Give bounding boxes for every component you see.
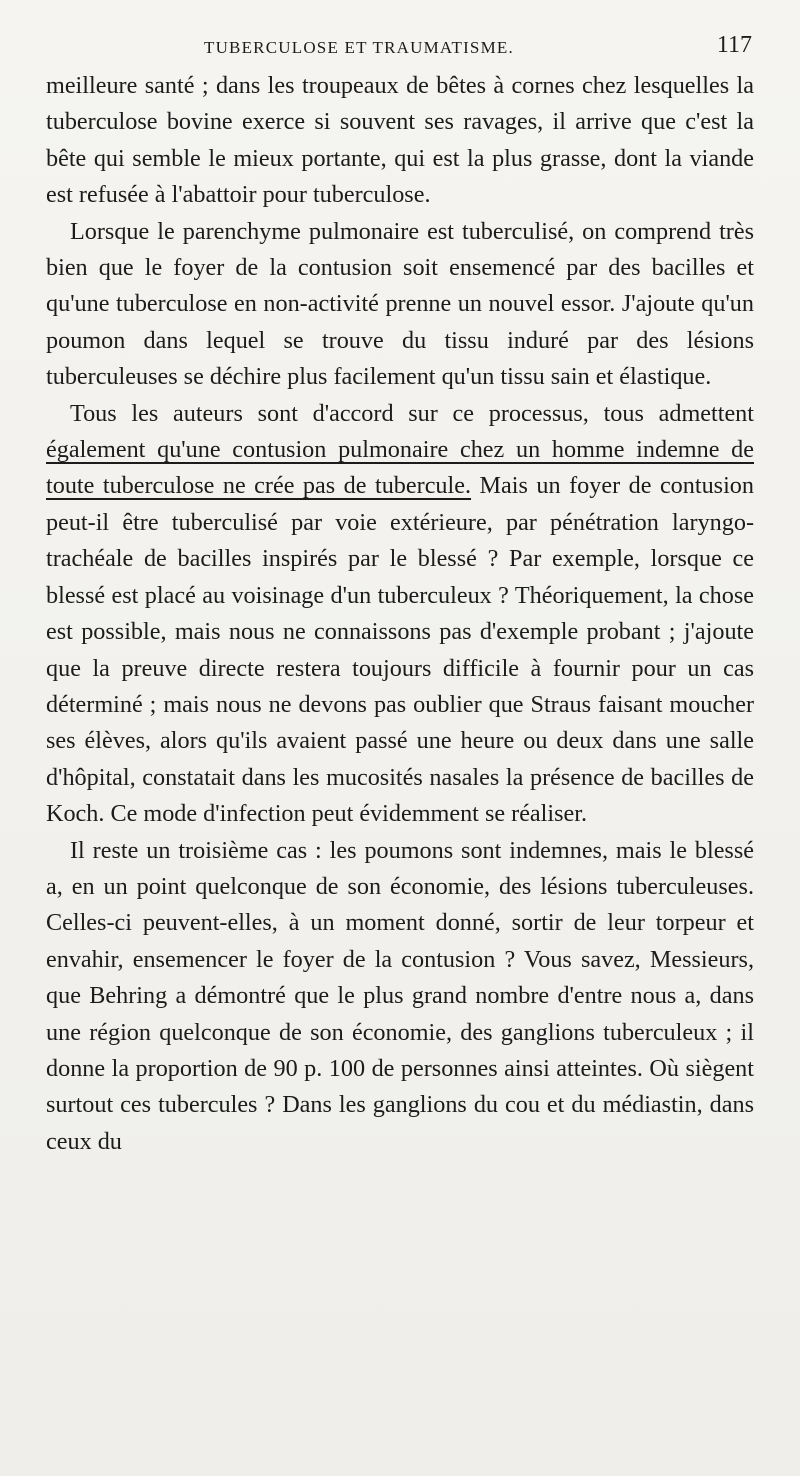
paragraph-third-case: Il reste un troisième cas : les poumons sont indemnes, mais le blessé a, en un point quelconque de son économie, des lésions tuberculeuses. Celles-ci peuvent-elles, à un moment donné, sortir de leur torpeur et envahir, ensemencer le foyer de la contusion ? Vous savez, Messieurs, que Behring a démontré que le plus grand nombre d'entre nous a, dans une région quelconque de son économie, des ganglions tuberculeux ; il donne la proportion de 90 p. 100 de personnes ainsi atteintes. Où siègent surtout ces tubercules ? Dans les ganglions du cou et du médiastin, dans ceux du [46, 836, 754, 1155]
paragraph-text-after: Mais un foyer de contusion peut-il être tuberculisé par voie extérieure, par pénétration laryngo-trachéale de bacilles inspirés par le blessé ? Par exemple, lorsque ce blessé est placé au voisinage d'un tuberculeux ? Théoriquement, la chose est possible, mais nous ne connaissons pas d'exemple probant ; j'ajoute que la preuve directe restera toujours difficile à fournir pour un cas déterminé ; mais nous ne devons pas oublier que Straus faisant moucher ses élèves, alors qu'ils avaient passé une heure ou deux dans une salle d'hôpital, constatait dans les mucosités nasales la présence de bacilles de Koch. Ce mode d'infection peut évidemment se réaliser. [46, 472, 754, 828]
paragraph-lung-parenchyma: Lorsque le parenchyme pulmonaire est tuberculisé, on comprend très bien que le foyer de la contusion soit ensemencé par des bacilles et qu'une tuberculose en non-activité prenne un nouvel essor. J'ajoute qu'un poumon dans lequel se trouve du tissu induré par des lésions tuberculeuses se déchire plus facilement qu'un tissu sain et élastique. [46, 217, 754, 391]
paragraph-authors-agree [46, 396, 754, 833]
running-title: TUBERCULOSE ET TRAUMATISME. [204, 38, 514, 57]
paragraph-text-before: Tous les auteurs sont d'accord sur ce processus, tous admettent [70, 399, 754, 427]
page-number: 117 [716, 32, 752, 58]
page-header [48, 28, 754, 68]
underlined-passage: également qu'une contusion pulmonaire chez un homme indemne de toute tuberculose ne crée pas de tubercule. [46, 436, 754, 500]
paragraph-continuation: meilleure santé ; dans les troupeaux de bêtes à cornes chez lesquelles la tuberculose bovine exerce si souvent ses ravages, il arrive que c'est la bête qui semble le mieux portante, qui est la plus grasse, dont la viande est refusée à l'abattoir pour tuberculose. [46, 72, 754, 209]
body-text [46, 68, 754, 1160]
